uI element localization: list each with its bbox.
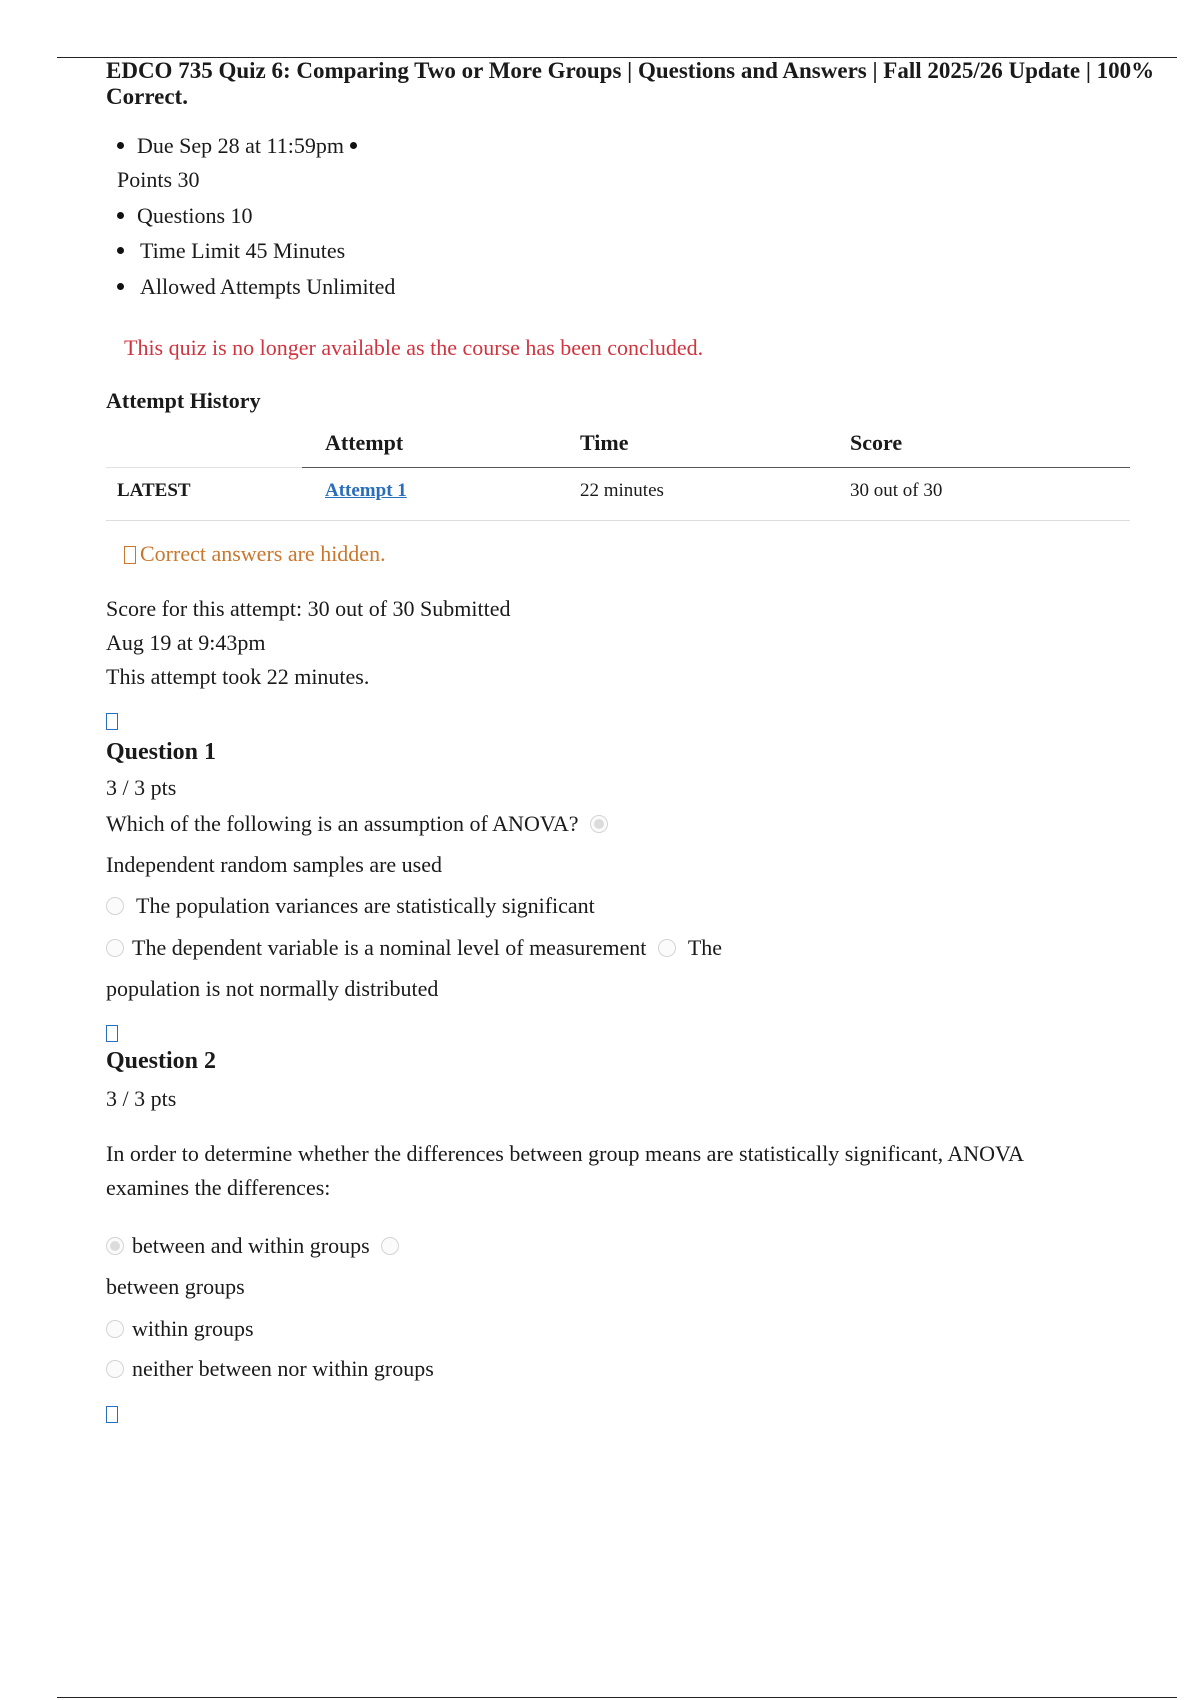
due-text: Due Sep 28 at 11:59pm [137, 133, 344, 158]
option-radio[interactable] [106, 939, 124, 957]
bottom-rule [57, 1697, 1177, 1698]
question-2-option-4-label: neither between nor within groups [132, 1356, 434, 1381]
question-count [117, 203, 253, 229]
question-1-option-1: Independent random samples are used [106, 852, 442, 877]
flag-icon[interactable] [106, 713, 118, 730]
answers-hidden-text: Correct answers are hidden. [140, 541, 386, 566]
bullet-icon [350, 142, 357, 149]
flag-icon[interactable] [106, 1406, 118, 1423]
question-2-option-4 [106, 1356, 434, 1382]
question-1-option-4-label: The [687, 935, 723, 960]
question-count-text: Questions 10 [137, 203, 253, 228]
option-radio[interactable] [106, 1237, 124, 1255]
score-summary-line1: Score for this attempt: 30 out of 30 Submitted [106, 596, 511, 621]
allowed-attempts-text: Allowed Attempts Unlimited [140, 274, 396, 299]
question-1-title: Question 1 [106, 739, 217, 765]
bullet-icon [117, 212, 124, 219]
col-header-time: Time [580, 430, 629, 455]
attempt-score: 30 out of 30 [850, 480, 943, 501]
col-header-score: Score [850, 430, 903, 455]
option-radio[interactable] [590, 815, 608, 833]
question-1-option-3-label: The dependent variable is a nominal level of measurement [132, 935, 647, 960]
option-radio[interactable] [106, 1360, 124, 1378]
question-1-points: 3 / 3 pts [106, 775, 177, 800]
bullet-icon [117, 283, 124, 290]
option-radio[interactable] [106, 1320, 124, 1338]
question-2-prompt-line2: examines the differences: [106, 1175, 331, 1200]
document-title: EDCO 735 Quiz 6: Comparing Two or More Groups | Questions and Answers | Fall 2025/26 Update | 100% Correct. [106, 58, 1155, 109]
bullet-icon [117, 142, 124, 149]
question-2-title: Question 2 [106, 1048, 217, 1074]
box-icon [124, 546, 136, 564]
quiz-concluded-notice: This quiz is no longer available as the course has been concluded. [124, 335, 704, 360]
flag-icon[interactable] [106, 1025, 118, 1042]
question-2-option-1 [106, 1233, 399, 1259]
attempt-1-link[interactable]: Attempt 1 [325, 480, 407, 501]
question-2-prompt-line1: In order to determine whether the differences between group means are statistically significant, ANOVA [106, 1141, 1024, 1166]
question-2-option-2: between groups [106, 1274, 245, 1299]
answers-hidden-note [124, 541, 386, 567]
question-2-option-3-label: within groups [132, 1316, 254, 1341]
table-row [325, 480, 407, 502]
col-header-attempt: Attempt [325, 430, 404, 455]
option-radio[interactable] [658, 939, 676, 957]
time-limit-text: Time Limit 45 Minutes [140, 238, 346, 263]
bullet-icon [117, 247, 124, 254]
table-divider [106, 467, 302, 468]
option-radio[interactable] [106, 897, 124, 915]
question-2-option-1-label: between and within groups [132, 1233, 370, 1258]
question-2-points: 3 / 3 pts [106, 1086, 177, 1111]
attempt-history-heading: Attempt History [106, 388, 261, 413]
option-radio[interactable] [381, 1237, 399, 1255]
due-date [117, 133, 357, 159]
question-1-option-2 [106, 893, 595, 919]
question-1-prompt [106, 811, 608, 837]
score-summary-line3: This attempt took 22 minutes. [106, 664, 370, 689]
question-1-prompt-text: Which of the following is an assumption of ANOVA? [106, 811, 579, 836]
question-1-option-3 [106, 935, 722, 961]
points-total: Points 30 [117, 167, 200, 192]
table-row-divider [106, 520, 1130, 521]
table-header-divider [302, 467, 1130, 468]
attempt-time: 22 minutes [580, 480, 664, 501]
latest-label: LATEST [117, 480, 191, 501]
time-limit [117, 238, 345, 264]
allowed-attempts [117, 274, 395, 300]
question-1-option-4-cont: population is not normally distributed [106, 976, 439, 1001]
score-summary-line2: Aug 19 at 9:43pm [106, 630, 266, 655]
question-2-option-3 [106, 1316, 254, 1342]
question-1-option-2-label: The population variances are statistically significant [136, 893, 595, 918]
